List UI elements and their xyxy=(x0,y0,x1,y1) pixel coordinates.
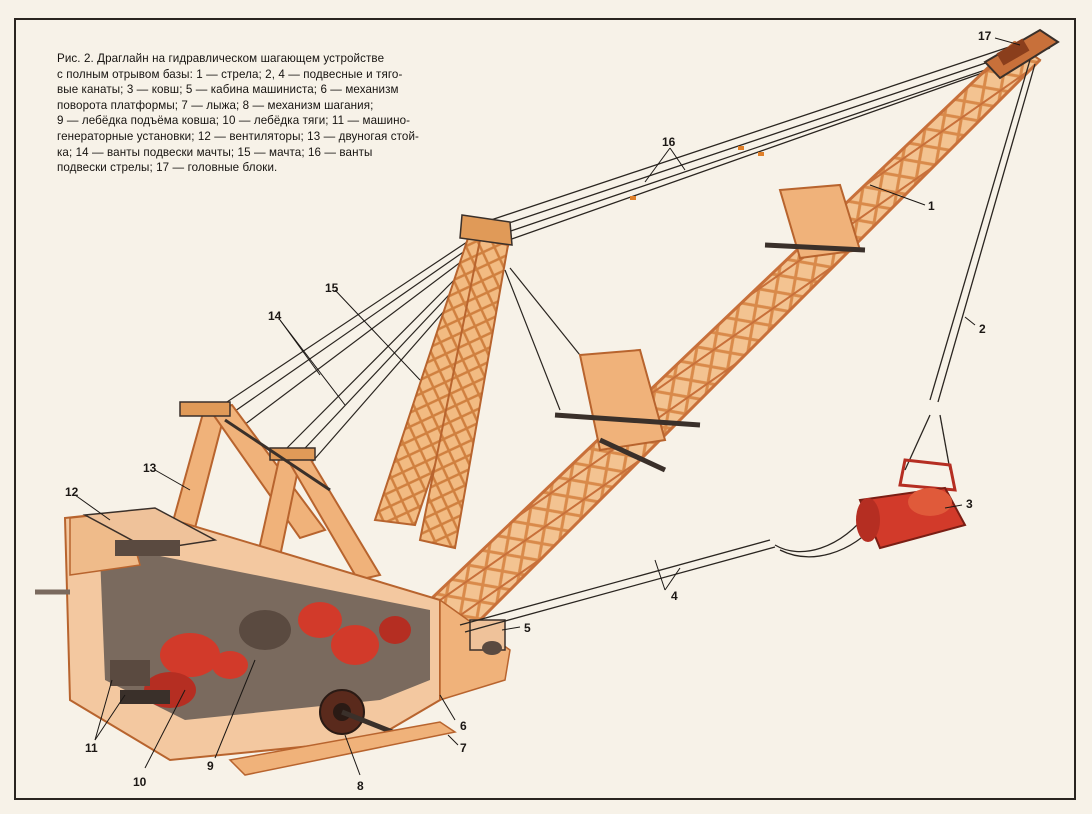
label-operator-cab: 5 xyxy=(524,621,531,635)
label-bucket: 3 xyxy=(966,497,973,511)
caption-line: поворота платформы; 7 — лыжа; 8 — механизм шагания; xyxy=(57,98,374,112)
bucket xyxy=(856,460,965,548)
label-mast: 15 xyxy=(325,281,339,295)
label-walking-shoe: 7 xyxy=(460,741,467,755)
caption-line: ка; 14 — ванты подвески мачты; 15 — мачта; 16 — ванты xyxy=(57,145,373,159)
label-walking-mechanism: 8 xyxy=(357,779,364,793)
boom-suspension-stays xyxy=(485,35,1050,246)
caption-line: Рис. 2. Драглайн на гидравлическом шагающем устройстве xyxy=(57,52,385,65)
label-drag-ropes: 4 xyxy=(671,589,678,603)
label-boom-stays: 16 xyxy=(662,135,676,149)
label-boom: 1 xyxy=(928,199,935,213)
caption-line: вые канаты; 3 — ковш; 5 — кабина машиниста; 6 — механизм xyxy=(57,83,399,97)
label-motor-generator-sets: 11 xyxy=(85,741,98,755)
caption-line: 9 — лебёдка подъёма ковша; 10 — лебёдка тяги; 11 — машино- xyxy=(57,114,411,128)
label-swing-mechanism: 6 xyxy=(460,719,467,733)
label-head-blocks: 17 xyxy=(978,29,992,43)
label-hoist-winch: 9 xyxy=(207,759,214,773)
label-mast-stays: 14 xyxy=(268,309,282,323)
mast xyxy=(375,215,512,548)
label-drag-winch: 10 xyxy=(133,775,147,789)
caption-line: подвески стрелы; 17 — головные блоки. xyxy=(57,161,278,175)
label-hoist-ropes: 2 xyxy=(979,322,986,336)
caption-line: с полным отрывом базы: 1 — стрела; 2, 4 — подвесные и тяго- xyxy=(57,67,403,81)
label-a-frame: 13 xyxy=(143,461,157,475)
caption-line: генераторные установки; 12 — вентиляторы; 13 — двуногая стой- xyxy=(57,129,420,143)
label-fans: 12 xyxy=(65,485,79,499)
